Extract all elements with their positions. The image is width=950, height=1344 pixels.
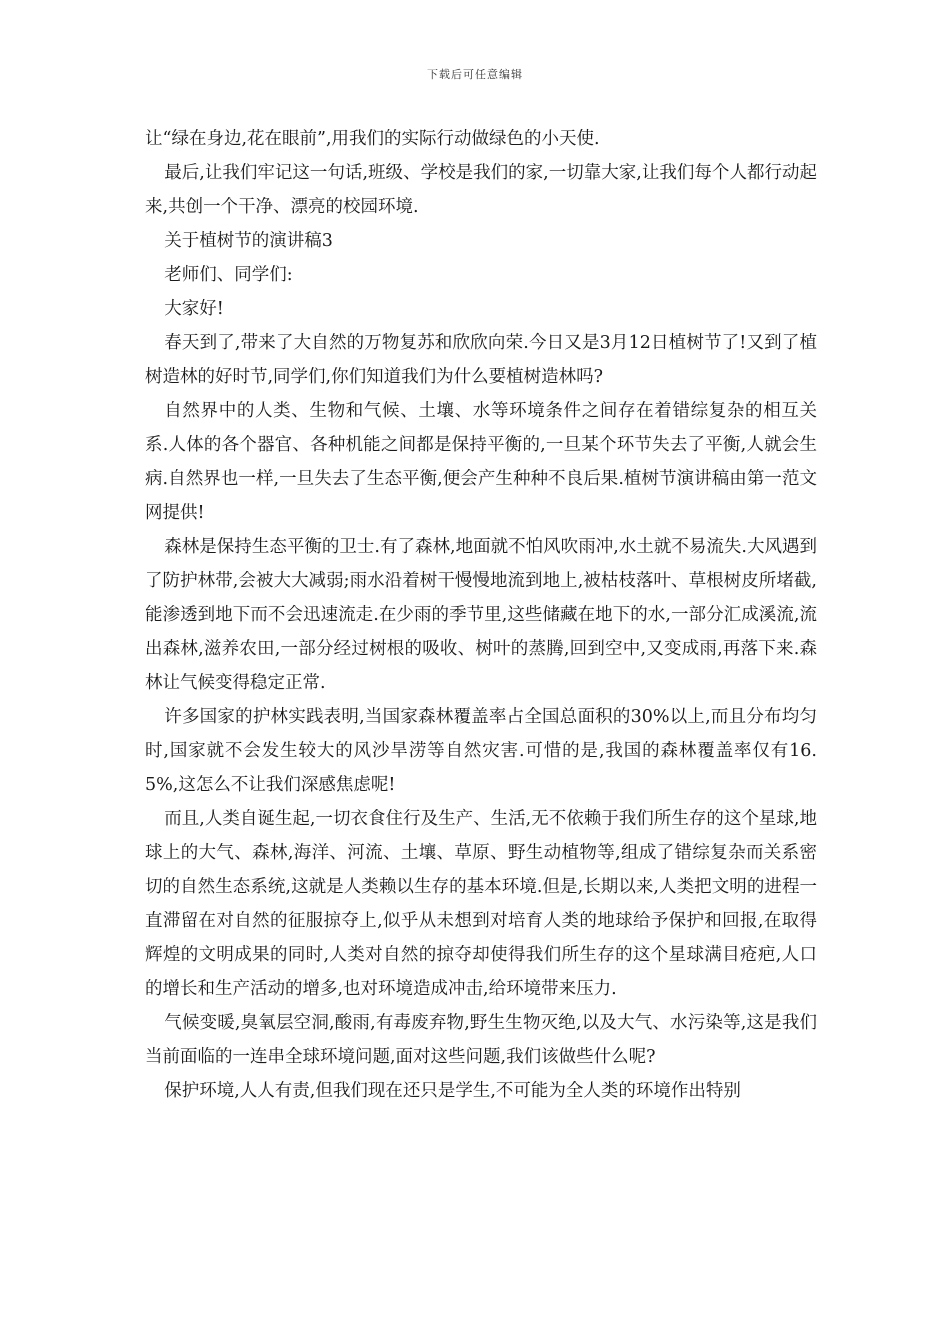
- paragraph: 最后,让我们牢记这一句话,班级、学校是我们的家,一切靠大家,让我们每个人都行动起来,共创一个干净、漂亮的校园环境.: [145, 163, 817, 217]
- greeting: 大家好!: [164, 299, 224, 319]
- document-body: [145, 122, 817, 1108]
- paragraph: 而且,人类自诞生起,一切衣食住行及生产、生活,无不依赖于我们所生存的这个星球,地球上的大气、森林,海洋、河流、土壤、草原、野生动植物等,组成了错综复杂而关系密切的自然生态系统,这就是人类赖以生存的基本环境.但是,长期以来,人类把文明的进程一直滞留在对自然的征服掠夺上,似乎从未想到对培育人类的地球给予保护和回报,在取得辉煌的文明成果的同时,人类对自然的掠夺却使得我们所生存的这个星球满目疮疤,人口的增长和生产活动的增多,也对环境造成冲击,给环境带来压力.: [145, 809, 817, 999]
- paragraph: 保护环境,人人有责,但我们现在还只是学生,不可能为全人类的环境作出特别: [164, 1081, 741, 1101]
- section-title: 关于植树节的演讲稿3: [164, 231, 333, 251]
- salutation: 老师们、同学们:: [164, 265, 293, 285]
- paragraph: 森林是保持生态平衡的卫士.有了森林,地面就不怕风吹雨冲,水土就不易流失.大风遇到了防护林带,会被大大减弱;雨水沿着树干慢慢地流到地上,被枯枝落叶、草根树皮所堵截,能渗透到地下而不会迅速流走.在少雨的季节里,这些储藏在地下的水,一部分汇成溪流,流出森林,滋养农田,一部分经过树根的吸收、树叶的蒸腾,回到空中,又变成雨,再落下来.森林让气候变得稳定正常.: [145, 537, 817, 693]
- page-header-note: 下载后可任意编辑: [427, 68, 523, 81]
- paragraph: 许多国家的护林实践表明,当国家森林覆盖率占全国总面积的30%以上,而且分布均匀时,国家就不会发生较大的风沙旱涝等自然灾害.可惜的是,我国的森林覆盖率仅有16.5%,这怎么不让我们深感焦虑呢!: [145, 707, 817, 795]
- paragraph: 让“绿在身边,花在眼前”,用我们的实际行动做绿色的小天使.: [145, 129, 600, 149]
- paragraph: 春天到了,带来了大自然的万物复苏和欣欣向荣.今日又是3月12日植树节了!又到了植树造林的好时节,同学们,你们知道我们为什么要植树造林吗?: [145, 333, 817, 387]
- paragraph: 自然界中的人类、生物和气候、土壤、水等环境条件之间存在着错综复杂的相互关系.人体的各个器官、各种机能之间都是保持平衡的,一旦某个环节失去了平衡,人就会生病.自然界也一样,一旦失去了生态平衡,便会产生种种不良后果.植树节演讲稿由第一范文网提供!: [145, 401, 817, 523]
- paragraph: 气候变暖,臭氧层空洞,酸雨,有毒废弃物,野生生物灭绝,以及大气、水污染等,这是我们当前面临的一连串全球环境问题,面对这些问题,我们该做些什么呢?: [145, 1013, 817, 1067]
